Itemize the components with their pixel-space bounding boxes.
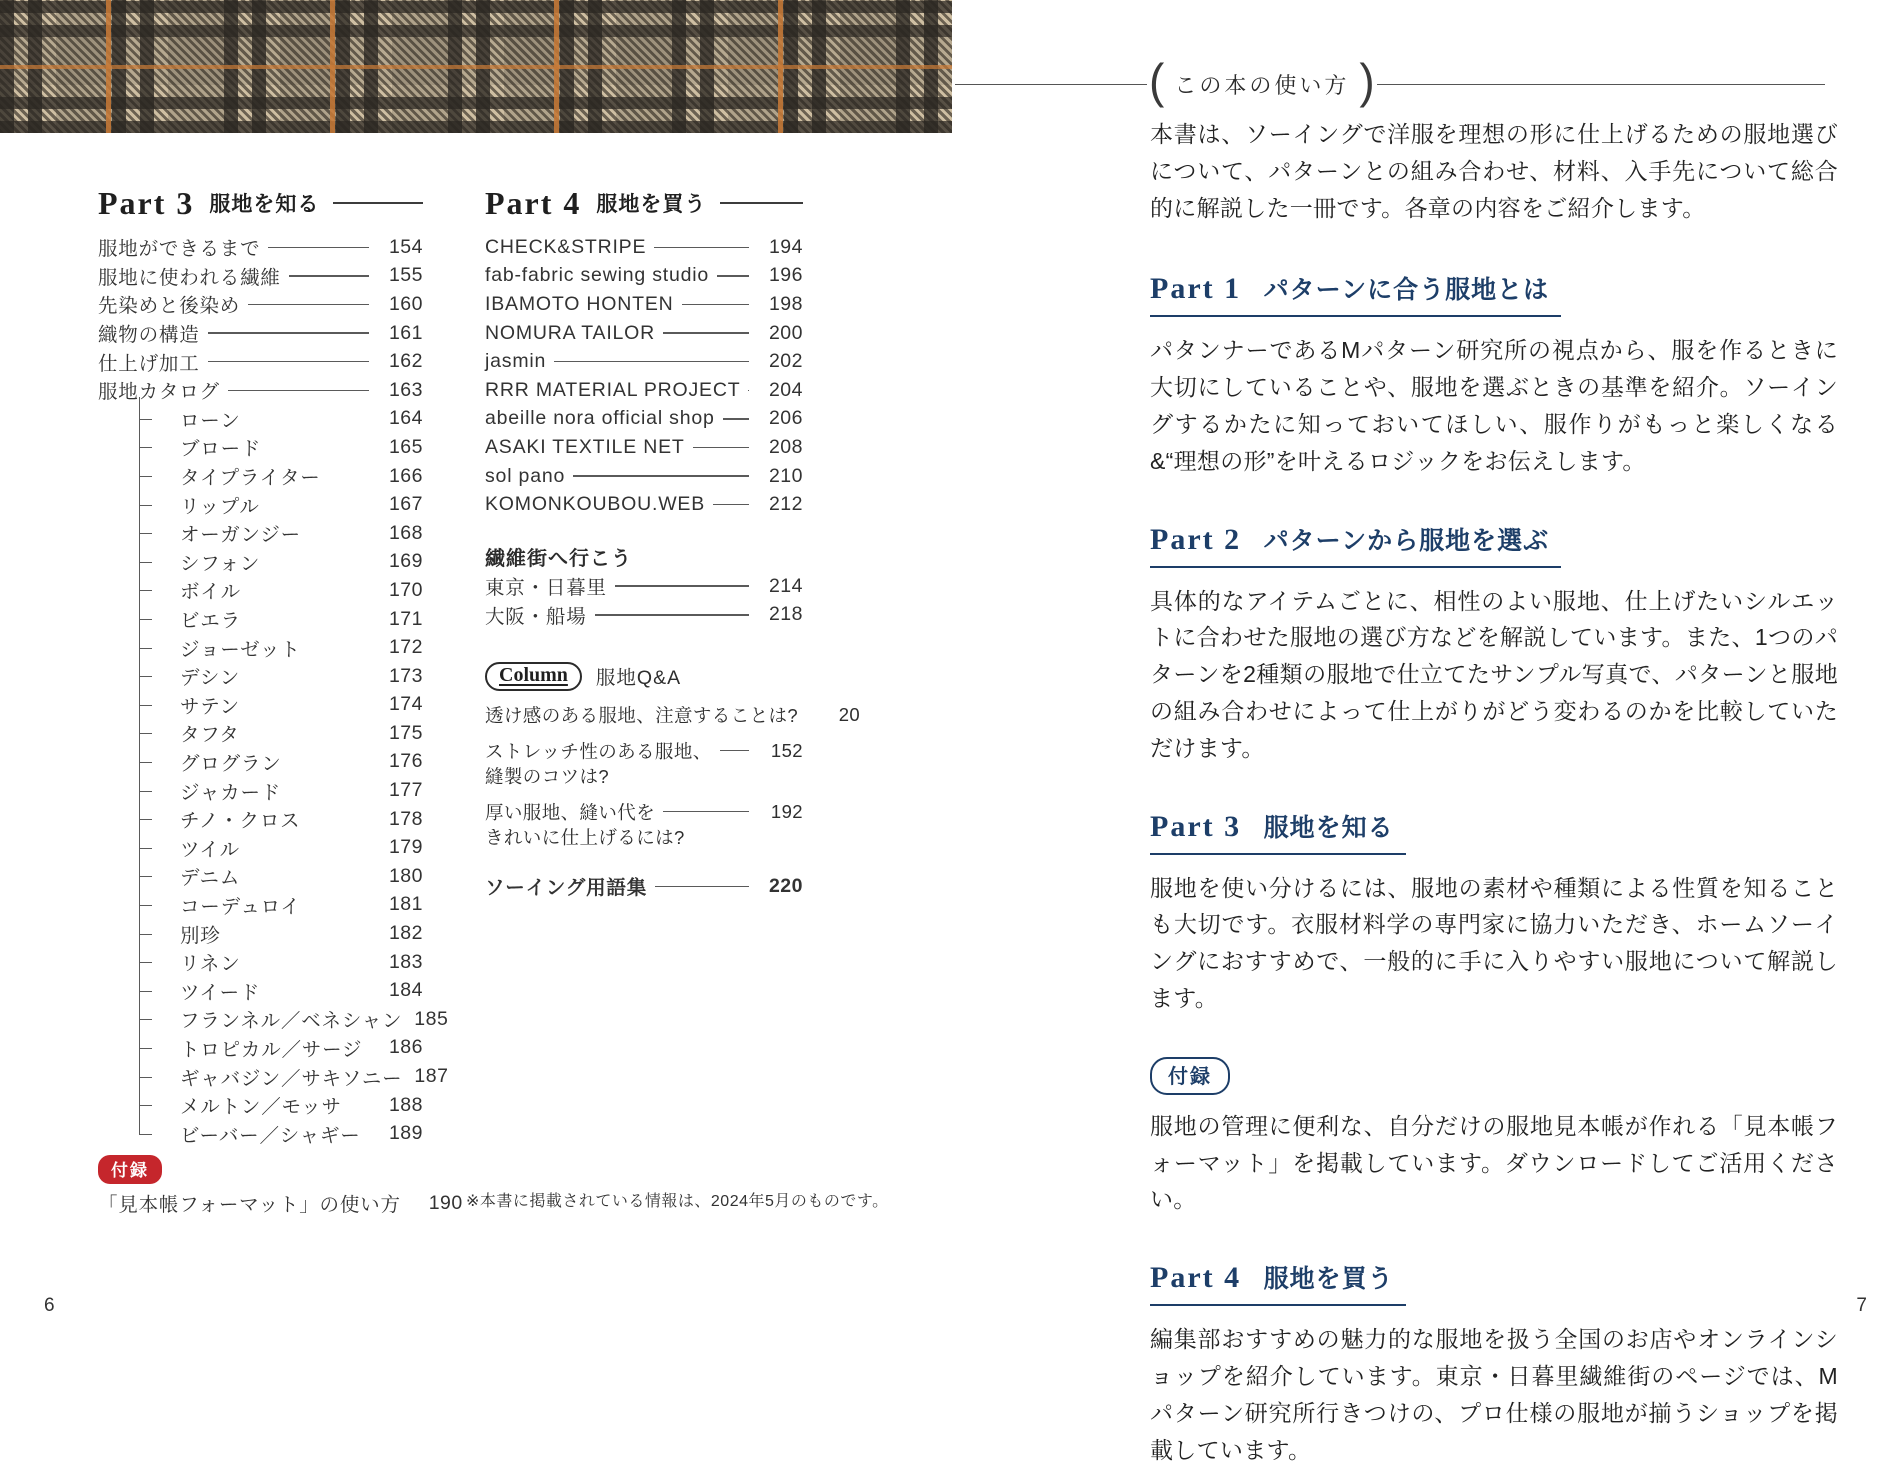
toc-subitem-page: 175 [388, 721, 423, 744]
toc-column-part4 [485, 183, 861, 901]
toc-subitem-page: 179 [388, 836, 423, 859]
toc-item-label: 服地カタログ [98, 381, 220, 404]
toc-subitem-page: 172 [388, 636, 423, 659]
leader-line [655, 886, 749, 888]
toc-item-label: RRR MATERIAL PROJECT [485, 378, 741, 401]
toc-item-page: 200 [768, 321, 803, 344]
toc-subitem[interactable] [180, 719, 423, 748]
toc-item[interactable] [485, 405, 803, 434]
toc-subitem-label: ビエラ [180, 610, 241, 633]
leader-line [595, 614, 749, 616]
toc-subitem[interactable] [180, 605, 423, 634]
toc-subitem[interactable] [180, 1091, 423, 1120]
toc-subitem-page: 182 [388, 922, 423, 945]
toc-subitem[interactable] [180, 976, 423, 1005]
toc-item[interactable] [98, 376, 423, 405]
toc-subitem[interactable] [180, 805, 423, 834]
leader-line [693, 447, 749, 449]
toc-item-page: 206 [768, 407, 803, 430]
toc-subitem-page: 168 [388, 521, 423, 544]
toc-subitem-page: 171 [388, 607, 423, 630]
header-rule-right [1377, 84, 1825, 85]
glossary-label: ソーイング用語集 [485, 877, 648, 900]
toc-item-page: 208 [768, 435, 803, 458]
toc-item[interactable] [485, 376, 803, 405]
toc-item-label: 東京・日暮里 [485, 577, 607, 600]
toc-item-page: 196 [768, 264, 803, 287]
toc-subitem-page: 170 [388, 578, 423, 601]
toc-item[interactable] [485, 601, 803, 630]
toc-subitem[interactable] [180, 576, 423, 605]
toc-subitem-page: 186 [388, 1036, 423, 1059]
toc-item[interactable] [98, 347, 423, 376]
leader-line [682, 304, 749, 306]
part1-title: パターンに合う服地とは [1263, 276, 1550, 305]
toc-item-label: 大阪・船場 [485, 605, 587, 628]
column-title: 服地Q&A [595, 667, 682, 690]
section-part3-heading [1150, 808, 1406, 855]
toc-item[interactable] [485, 490, 803, 519]
toc-subitem-label: ツイル [180, 838, 240, 861]
toc-subitem-label: トロピカル／サージ [180, 1038, 363, 1061]
toc-item-page: 212 [768, 493, 803, 516]
column-heading [485, 659, 803, 693]
leader-line [208, 332, 369, 334]
toc-subitem-page: 169 [388, 550, 423, 573]
leader-line [268, 247, 369, 249]
textile-town-subhead: 繊維街へ行こう [485, 547, 632, 570]
leader-line [615, 585, 749, 587]
qa-item[interactable] [485, 737, 803, 789]
fabric-catalog-list [139, 405, 449, 1148]
part2-label: Part 2 [1150, 522, 1242, 556]
leader-line [248, 304, 369, 306]
toc-item-label: fab-fabric sewing studio [485, 264, 710, 287]
appendix-item-label: 「見本帳フォーマット」の使い方 [98, 1194, 401, 1217]
toc-subitem-page: 180 [388, 864, 423, 887]
toc-subitem[interactable] [180, 462, 423, 491]
toc-item[interactable] [98, 262, 423, 291]
part4-title: 服地を買う [1263, 1265, 1394, 1294]
toc-subitem[interactable] [180, 490, 423, 519]
toc-subitem[interactable] [180, 862, 423, 891]
leader-line [554, 361, 749, 363]
qa-item-page: 192 [770, 800, 803, 822]
toc-item-label: 服地ができるまで [98, 238, 261, 261]
toc-item-page: 154 [388, 235, 423, 258]
leader-line [713, 504, 749, 506]
section-part2-heading [1150, 521, 1561, 568]
toc-subitem-label: サテン [180, 695, 240, 718]
toc-subitem[interactable] [180, 1119, 423, 1148]
toc-subitem-label: デシン [180, 667, 241, 690]
right-page-content [1150, 116, 1838, 1468]
toc-subitem-label: シフォン [180, 552, 261, 575]
intro-paragraph: 本書は、ソーイングで洋服を理想の形に仕上げるための服地選びについて、パターンとの組み合わせ、材料、入手先について総合的に解説した一冊です。各章の内容をご紹介します。 [1150, 121, 1838, 221]
appendix-body: 服地の管理に便利な、自分だけの服地見本帳が作れる「見本帳フォーマット」を掲載しています。ダウンロードしてご活用ください。 [1150, 1112, 1838, 1213]
qa-item-label-line2: きれいに仕上げるには? [485, 827, 685, 849]
toc-item-label: IBAMOTO HONTEN [485, 292, 674, 315]
toc-subitem[interactable] [180, 633, 423, 662]
toc-subitem[interactable] [180, 662, 423, 691]
toc-item-page: 214 [768, 574, 803, 597]
toc-item-label: 仕上げ加工 [98, 352, 200, 375]
toc-item[interactable] [485, 290, 803, 319]
toc-subitem[interactable] [180, 948, 423, 977]
fabric-photo [0, 0, 952, 133]
toc-subitem[interactable] [180, 833, 423, 862]
part2-body: 具体的なアイテムごとに、相性のよい服地、仕上げたいシルエットに合わせた服地の選び方などを解説しています。また、1つのパターンを2種類の服地で仕立てたサンプル写真で、パターンと服地の組み合わせによって仕上がりがどう変わるのかを比較していただけます。 [1150, 587, 1838, 761]
toc-subitem-page: 181 [388, 893, 423, 916]
toc-subitem-label: リップル [180, 495, 260, 518]
toc-item-page: 204 [768, 378, 803, 401]
toc-item-page: 198 [768, 292, 803, 315]
toc-subitem-label: ローン [180, 409, 241, 432]
qa-item-label: ストレッチ性のある服地、 [485, 740, 712, 762]
appendix-badge-red: 付録 [98, 1155, 162, 1184]
toc-item-label: 織物の構造 [98, 324, 200, 347]
toc-item[interactable] [485, 262, 803, 291]
toc-subitem[interactable] [180, 405, 423, 434]
toc-subitem-label: チノ・クロス [180, 810, 301, 833]
part4-label: Part 4 [1150, 1261, 1242, 1295]
part3-label: Part 3 [1150, 809, 1242, 843]
toc-item[interactable] [98, 290, 423, 319]
toc-subitem-label: ジョーゼット [180, 638, 301, 661]
part4-heading [485, 183, 803, 223]
section-part1-heading [1150, 270, 1561, 317]
leader-line [208, 361, 369, 363]
qa-item-page: 152 [770, 739, 803, 761]
toc-subitem-page: 187 [414, 1065, 449, 1088]
leader-line [748, 390, 749, 392]
leader-line [289, 275, 369, 277]
part1-body: パタンナーであるMパターン研究所の視点から、服を作るときに大切にしていることや、服地を選ぶときの基準を紹介。ソーイングするかたに知っておいてほしい、服作りがもっと楽しくなる&“理想の形”を叶えるロジックをお伝えします。 [1150, 337, 1838, 474]
toc-subitem[interactable] [180, 1062, 449, 1091]
toc-item-label: CHECK&STRIPE [485, 235, 647, 258]
toc-item[interactable] [98, 319, 423, 348]
section-part3 [1150, 808, 1838, 1017]
toc-item-label: sol pano [485, 464, 566, 487]
toc-item-page: 155 [388, 264, 423, 287]
toc-subitem[interactable] [180, 891, 423, 920]
toc-subitem-page: 165 [388, 435, 423, 458]
part3-item-list [98, 233, 423, 405]
section-appendix [1150, 1057, 1838, 1218]
part3-label: Part 3 [98, 184, 195, 221]
header-rule-left [955, 84, 1147, 85]
toc-subitem[interactable] [180, 776, 423, 805]
leader-line [228, 390, 369, 392]
toc-subitem-label: メルトン／モッサ [180, 1096, 342, 1119]
section-part1 [1150, 270, 1838, 479]
toc-subitem-page: 167 [388, 493, 423, 516]
toc-subitem-page: 185 [414, 1007, 449, 1030]
leader-line [723, 418, 749, 420]
toc-item[interactable] [485, 319, 803, 348]
section-part2 [1150, 521, 1838, 767]
toc-subitem-page: 164 [388, 407, 423, 430]
toc-subitem-label: ブロード [180, 438, 262, 461]
toc-subitem-page: 173 [388, 664, 423, 687]
appendix-item-page: 190 [428, 1191, 463, 1214]
glossary-item[interactable] [485, 872, 803, 901]
qa-item-label: 厚い服地、縫い代を [485, 801, 656, 823]
toc-subitem-label: タフタ [180, 724, 240, 747]
toc-item-page: 218 [768, 603, 803, 626]
leader-line [663, 811, 749, 813]
toc-item-label: NOMURA TAILOR [485, 321, 656, 344]
toc-item-label: KOMONKOUBOU.WEB [485, 493, 706, 516]
part1-label: Part 1 [1150, 272, 1242, 306]
toc-column-part3 [98, 183, 463, 1218]
howto-title: この本の使い方 [1174, 72, 1350, 98]
qa-item[interactable] [485, 798, 803, 850]
part3-body: 服地を使い分けるには、服地の素材や種類による性質を知ることも大切です。衣服材料学の専門家に協力いただき、ホームソーイングにおすすめで、一般的に手に入りやすい服地について解説します。 [1150, 874, 1838, 1011]
qa-item[interactable] [485, 701, 861, 728]
toc-item[interactable] [98, 233, 423, 262]
toc-subitem-page: 166 [388, 464, 423, 487]
toc-item[interactable] [485, 572, 803, 601]
toc-item[interactable] [485, 233, 803, 262]
toc-item-page: 194 [768, 235, 803, 258]
page-number-right: 7 [1856, 1295, 1867, 1316]
toc-subitem-label: ボイル [180, 581, 241, 604]
toc-subitem-label: ツイード [180, 981, 261, 1004]
leader-line [663, 332, 749, 334]
toc-subitem[interactable] [180, 919, 423, 948]
toc-item[interactable] [485, 347, 803, 376]
toc-subitem[interactable] [180, 548, 423, 577]
leader-line [717, 275, 749, 277]
toc-item-label: jasmin [485, 350, 547, 373]
toc-item-label: 先染めと後染め [98, 295, 241, 318]
leader-line [573, 475, 749, 477]
toc-subitem-page: 176 [388, 750, 423, 773]
appendix-toc-item[interactable] [98, 1189, 463, 1218]
toc-subitem-label: ギャバジン／サキソニー [180, 1067, 403, 1090]
toc-subitem-label: フランネル／ベネシャン [180, 1010, 403, 1033]
toc-subitem-page: 177 [388, 779, 423, 802]
section-part4 [1150, 1259, 1838, 1468]
qa-item-label-line2: 縫製のコツは? [485, 766, 610, 788]
toc-subitem[interactable] [180, 1005, 449, 1034]
toc-item-label: 服地に使われる繊維 [98, 266, 281, 289]
toc-item-page: 202 [768, 350, 803, 373]
open-paren-decoration: ( [1149, 53, 1165, 109]
qa-item-label: 透け感のある服地、注意することは? [485, 704, 799, 726]
column-badge: Column [485, 662, 582, 691]
toc-subitem[interactable] [180, 691, 423, 720]
toc-item-label: ASAKI TEXTILE NET [485, 435, 685, 458]
textile-town-list [485, 572, 803, 629]
toc-item-page: 163 [388, 378, 423, 401]
toc-subitem-label: ジャカード [180, 781, 282, 804]
qa-item-page: 20 [838, 703, 861, 725]
toc-subitem-page: 183 [388, 950, 423, 973]
toc-item-page: 210 [768, 464, 803, 487]
close-paren-decoration: ) [1359, 53, 1375, 109]
appendix-badge-navy: 付録 [1150, 1057, 1230, 1095]
edition-note: ※本書に掲載されている情報は、2024年5月のものです。 [466, 1193, 889, 1210]
toc-item-label: abeille nora official shop [485, 407, 715, 430]
toc-subitem-page: 189 [388, 1122, 423, 1145]
glossary-page: 220 [768, 874, 803, 897]
toc-item-page: 161 [388, 321, 423, 344]
section-part4-heading [1150, 1259, 1406, 1306]
heading-rule [333, 202, 423, 204]
part3-title: 服地を知る [1263, 813, 1394, 842]
howto-header [955, 53, 1825, 110]
toc-subitem-page: 188 [388, 1093, 423, 1116]
part2-title: パターンから服地を選ぶ [1263, 526, 1550, 555]
toc-subitem-label: グログラン [180, 752, 282, 775]
toc-subitem[interactable] [180, 519, 423, 548]
toc-subitem-label: ビーバー／シャギー [180, 1124, 361, 1147]
toc-subitem-label: 別珍 [180, 924, 221, 947]
toc-subitem[interactable] [180, 433, 423, 462]
leader-line [654, 247, 749, 249]
page-number-left: 6 [44, 1295, 55, 1316]
part3-title: 服地を知る [209, 193, 320, 216]
toc-subitem-page: 184 [388, 979, 423, 1002]
toc-subitem-page: 174 [388, 693, 423, 716]
toc-item[interactable] [485, 433, 803, 462]
part4-label: Part 4 [485, 184, 582, 221]
toc-item-page: 160 [388, 292, 423, 315]
heading-rule [720, 202, 803, 204]
toc-item-page: 162 [388, 350, 423, 373]
toc-subitem-label: デニム [180, 867, 241, 890]
part4-item-list [485, 233, 803, 519]
toc-subitem-page: 178 [388, 807, 423, 830]
qa-list [485, 701, 861, 850]
toc-subitem[interactable] [180, 1034, 423, 1063]
toc-subitem[interactable] [180, 748, 423, 777]
part3-heading [98, 183, 423, 223]
toc-subitem-label: オーガンジー [180, 524, 301, 547]
part4-title: 服地を買う [596, 193, 707, 216]
toc-subitem-label: リネン [180, 953, 241, 976]
part4-body: 編集部おすすめの魅力的な服地を扱う全国のお店やオンラインショップを紹介しています。東京・日暮里繊維街のページでは、Mパターン研究所行きつけの、プロ仕様の服地が揃うショップを掲載しています。 [1150, 1326, 1838, 1463]
leader-line [720, 750, 749, 752]
toc-item[interactable] [485, 462, 803, 491]
toc-subitem-label: タイプライター [180, 467, 321, 490]
toc-subitem-label: コーデュロイ [180, 895, 301, 918]
